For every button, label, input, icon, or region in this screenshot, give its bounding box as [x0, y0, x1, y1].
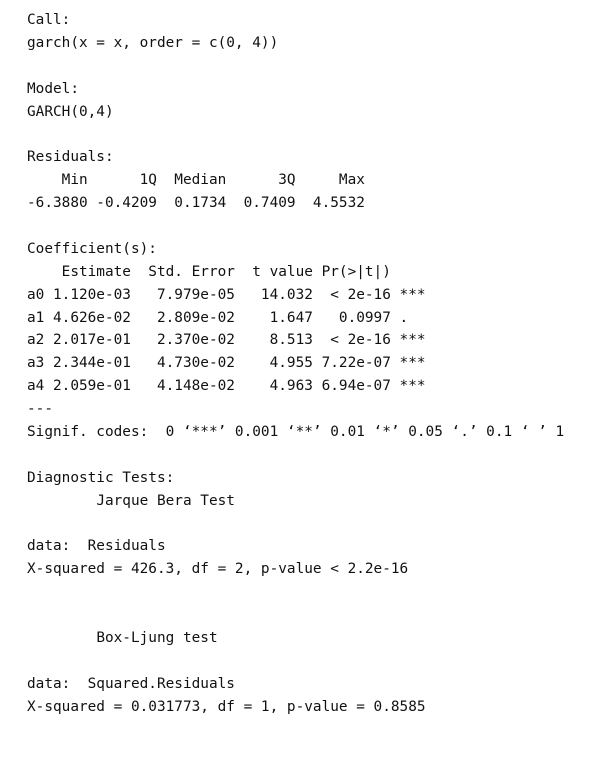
coefficient-row-a1: a1 4.626e-02 2.809e-02 1.647 0.0997 .: [27, 309, 426, 326]
model-value: GARCH(0,4): [27, 103, 114, 120]
blank-line: [27, 604, 564, 627]
box-ljung-data: data: Squared.Residuals: [27, 675, 235, 692]
residuals-summary-header: Min 1Q Median 3Q Max: [27, 172, 374, 189]
call-expression: garch(x = x, order = c(0, 4)): [27, 34, 279, 51]
blank-line: [27, 215, 564, 238]
box-ljung-result: X-squared = 0.031773, df = 1, p-value = 0.8585: [27, 698, 426, 715]
coefficients-table-header: Estimate Std. Error t value Pr(>|t|): [27, 263, 426, 280]
diagnostic-tests-heading: Diagnostic Tests:: [27, 469, 175, 486]
blank-line: [27, 513, 564, 536]
separator-line: ---: [27, 401, 53, 418]
signif-codes-legend: Signif. codes: 0 ‘***’ 0.001 ‘**’ 0.01 ‘*’ 0.05 ‘.’ 0.1 ‘ ’ 1: [27, 424, 565, 441]
blank-line: [27, 55, 564, 78]
jarque-bera-title: Jarque Bera Test: [27, 492, 235, 509]
coefficient-row-a3: a3 2.344e-01 4.730e-02 4.955 7.22e-07 ***: [27, 355, 426, 372]
jarque-bera-data: data: Residuals: [27, 538, 166, 555]
blank-line: [27, 444, 564, 467]
model-heading: Model:: [27, 80, 79, 97]
coefficient-row-a2: a2 2.017e-01 2.370e-02 8.513 < 2e-16 ***: [27, 332, 426, 349]
r-console-output: [27, 9, 564, 719]
blank-line: [27, 123, 564, 146]
jarque-bera-result: X-squared = 426.3, df = 2, p-value < 2.2e-16: [27, 561, 409, 578]
coefficients-heading: Coefficient(s):: [27, 240, 157, 257]
call-heading: Call:: [27, 12, 71, 28]
box-ljung-title: Box-Ljung test: [27, 630, 218, 647]
blank-line: [27, 650, 564, 673]
coefficient-row-a0: a0 1.120e-03 7.979e-05 14.032 < 2e-16 ***: [27, 286, 426, 303]
blank-line: [27, 581, 564, 604]
residuals-summary-values: -6.3880 -0.4209 0.1734 0.7409 4.5532: [27, 195, 374, 212]
coefficient-row-a4: a4 2.059e-01 4.148e-02 4.963 6.94e-07 ***: [27, 378, 426, 395]
residuals-heading: Residuals:: [27, 149, 114, 166]
